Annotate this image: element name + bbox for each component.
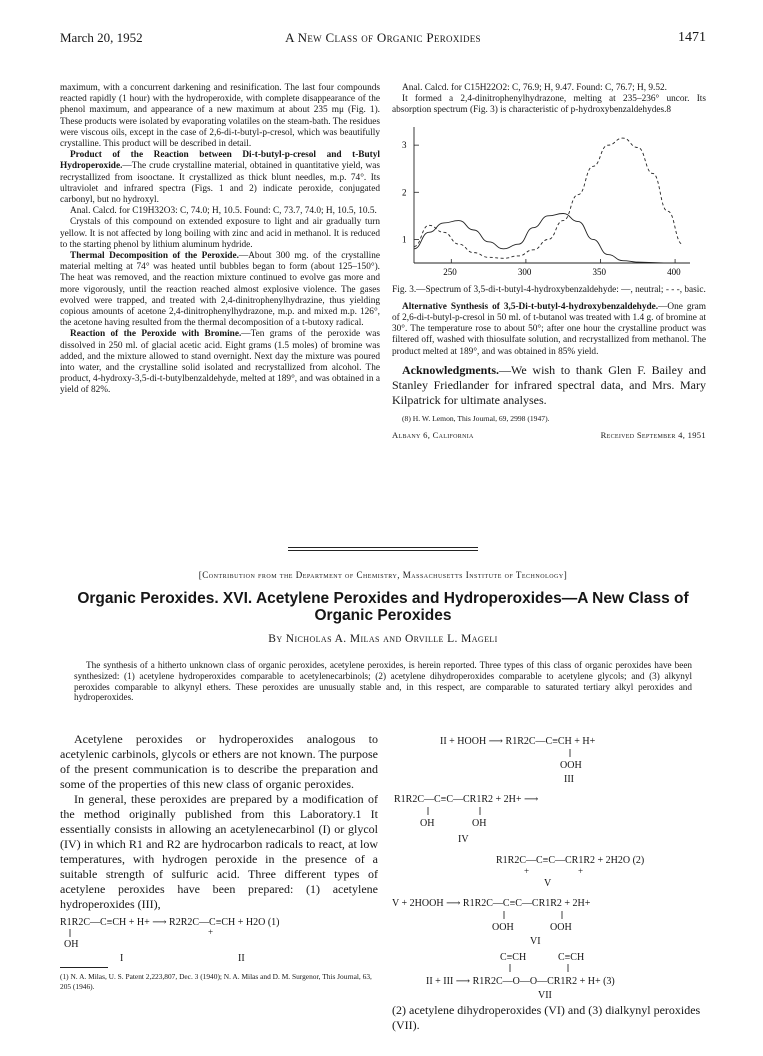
spectrum-figure [392,123,706,283]
section-heading: Thermal Decomposition of the Peroxide. [70,251,239,262]
ethynyl-group: C≡CH [558,952,585,963]
x-tick-label: 300 [517,266,532,277]
paragraph-text: —About 300 mg. of the crystalline material melting at 74° was heated until bubbles began to form (about 125–150°). The heat was removed, and the reaction mixture continued to evolve gas more and more vigorously, until the reaction reached almost explosive violence. The gases evolved were trapped, and treated with 2,4-dinitrophenylhydrazine, thus yielding copious amounts of acetone 2,4-dinitrophenylhydrazone, m.p. and mixed m.p. 126°, the acetone having resulted from the thermal decomposition of a t-butoxy radical. [60,251,380,329]
left-column [60,83,380,397]
page-number: 1471 [678,30,706,45]
compound-label: VI [530,936,541,947]
acknowledgments [392,363,706,408]
equation-text: R1R2C—C≡CH + H+ ⟶ R2R2C—C≡CH + H2O (1) [60,917,280,928]
header-date: March 20, 1952 [60,30,143,45]
x-tick-label: 400 [667,266,681,277]
reaction-1: II + HOOH ⟶ R1R2C—C≡CH + H+ [440,736,596,747]
paragraph-text: —One gram of 2,6-di-t-butyl-p-cresol in 50 ml. of t-butanol was treated with 1.4 g. of bromine at 30°. The temperature rose to about 50°; after one hour the crystalline product was filtered off, washed with thiosulfate solution, and recrystallized from methanol. The product melted at 189°, and was obtained in 85% yield. [392,301,706,357]
abstract: The synthesis of a hitherto unknown class of organic peroxides, acetylene peroxides, is herein reported. Three types of this class of organic peroxides have been synthesized: (1) acetylene hydroperoxides comparable to acetylenecarbinols; (2) acetylene dihydroperoxides comparable to acetylene glycols; and (3) alkynyl peroxides comparable to alkynyl ethers. These peroxides are unusually stable and, in this respect, are comparable to saturated tertiary alkyl peroxides and hydroperoxides. [74,660,692,703]
x-tick-label: 250 [443,266,457,277]
reaction-2: R1R2C—C≡C—CR1R2 + 2H+ ⟶ [394,794,539,805]
paragraph [60,251,380,329]
y-tick-label: 1 [402,234,407,245]
contribution-line: [Contribution from the Department of Chemistry, Massachusetts Institute of Technology] [198,570,568,580]
paragraph: In general, these peroxides are prepared by a modification of the method originally published from this Laboratory.1 It essentially consists in allowing an acetylenecarbinol (I) or glycol (IV) in which R1 and R2 are hydrocarbon radicals to react, at low temperatures, with hydrogen peroxide in the presence of a suitable strength of sulfuric acid. Three different types of acetylene peroxides have been prepared: (1) acetylene hydroperoxides (III), [60,792,378,911]
equation-hydroxyl: OH [64,939,79,950]
reaction-3: R1R2C—C≡C—CR1R2 + 2H2O (2) [496,855,645,866]
y-tick-label: 2 [402,186,407,197]
paragraph-text: —Ten grams of the peroxide was dissolved in 250 ml. of glacial acetic acid. Eight grams (1.5 moles) of bromine was added, and the mixture allowed to stand overnight. Next day the mixture was poured into water, and the crystalline solid isolated and recrystallized from alcohol. The product, 4-hydroxy-3,5-di-t-butylbenzaldehyde, melted at 189°, and was obtained in a yield of 82%. [60,329,380,396]
ethynyl-group: C≡CH [500,952,527,963]
footnote-8: (8) H. W. Lemon, This Journal, 69, 2998 (1947). [402,413,550,423]
analysis: Anal. Calcd. for C19H32O3: C, 74.0; H, 10.5. Found: C, 73.7, 74.0; H, 10.5, 10.5. [70,206,377,217]
section-divider [288,550,478,551]
paragraph [60,329,380,396]
series-line-neutral [414,213,668,263]
address-line [392,430,706,441]
series-line-basic [414,138,683,258]
section-divider [288,547,478,548]
y-tick-label: 3 [402,139,407,150]
running-header [60,30,706,50]
footnote-rule [60,967,108,968]
paragraph [60,150,380,206]
header-title: A New Class of Organic Peroxides [285,30,481,45]
reaction-5: II + III ⟶ R1R2C—O—O—CR1R2 + H+ (3) [426,976,615,987]
paragraph [392,302,706,358]
address: Albany 6, California [392,429,474,440]
body-left [60,732,378,965]
hydroxyl-group: OH [472,818,487,829]
hydroxyl-group: OH [420,818,435,829]
paragraph-text: —The crude crystalline material, obtained in quantitative yield, was recrystallized from isooctane. It crystallized as thick blunt needles, m.p. 74°. Its ultraviolet and infrared spectra (Figs. 1 and 2) indicate peroxide, conjugated carbonyl, but no hydroxyl. [60,161,380,206]
analysis: Anal. Calcd. for C15H22O2: C, 76.9; H, 9.47. Found: C, 76.7; H, 9.52. [402,83,667,93]
received-date: Received September 4, 1951 [600,429,706,440]
figure-caption: Fig. 3.—Spectrum of 3,5-di-t-butyl-4-hydroxybenzaldehyde: —, neutral; - - -, basic. [392,284,706,295]
section-heading: Alternative Synthesis of 3,5-Di-t-butyl-4-hydroxybenzaldehyde. [402,301,659,312]
paragraph-text: —We wish to thank Glen F. Bailey and Stanley Friedlander for infrared spectral data, and Mrs. Mary Kilpatrick for ultimate analyses. [392,362,706,407]
equation-charge: + [208,927,214,937]
right-column [392,83,706,441]
section-heading: Product of the Reaction between Di-t-butyl-p-cresol and t-Butyl Hydroperoxide. [60,150,380,172]
article-authors: By Nicholas A. Milas and Orville L. Mageli [268,633,498,645]
hydroperoxy-group: OOH [492,922,514,933]
x-tick-label: 350 [592,266,606,277]
reaction-4: V + 2HOOH ⟶ R1R2C—C≡C—CR1R2 + 2H+ [392,898,591,909]
compound-label: VII [538,990,552,1000]
paragraph: It formed a 2,4-dinitrophenylhydrazone, melting at 235–236° uncor. Its absorption spectrum (Fig. 3) is characteristic of p-hydroxybenzaldehydes.8 [392,94,706,116]
chart-ticks [402,140,681,277]
compound-label: II [238,953,245,964]
article-title: Organic Peroxides. XVI. Acetylene Peroxides and Hydroperoxides—A New Class of Organic Peroxides [77,590,689,624]
chart-axes [414,127,690,263]
paragraph: Acetylene peroxides or hydroperoxides analogous to acetylenic carbinols, glycols or ethers are not known. The purpose of the present communication is to describe the preparation and some of the properties of this new class of organic peroxides. [60,732,379,791]
compound-label: V [544,878,552,889]
charge: + [524,866,530,876]
compound-label: I [120,953,124,964]
compound-label: III [564,774,574,785]
reaction-equations [392,728,706,1000]
paragraph: maximum, with a concurrent darkening and resinification. The last four compounds reacted rapidly (1 hour) with the hydroperoxide, with complete disappearance of the phenol maximum, and appearance of a new maximum at about 235 mμ (Fig. 1). These products were isolated by evaporating volatiles on the steam-bath. The residues were viscous oils, except in the case of 2,6-di-t-butyl-p-cresol, which was beautifully crystalline. This product will be described in detail. [60,83,380,150]
equation-1 [60,913,378,965]
compound-label: IV [458,834,469,845]
footnote-1: (1) N. A. Milas, U. S. Patent 2,223,807, Dec. 3 (1940); N. A. Milas and D. M. Surgenor, This Journal, 63, 205 (1946). [60,972,372,991]
body-right-end: (2) acetylene dihydroperoxides (VI) and (3) dialkynyl peroxides (VII). [392,1003,701,1032]
section-heading: Reaction of the Peroxide with Bromine. [70,329,242,340]
chart-series [414,138,683,263]
section-heading: Acknowledgments. [402,362,500,377]
charge: + [578,866,584,876]
hydroperoxy-group: OOH [560,760,582,771]
paragraph: Crystals of this compound on extended exposure to light and air gradually turn yellow. It is not affected by long boiling with zinc and acid in methanol. It is reduced to the starting phenol by lithium aluminum hydride. [60,217,380,250]
hydroperoxy-group: OOH [550,922,572,933]
